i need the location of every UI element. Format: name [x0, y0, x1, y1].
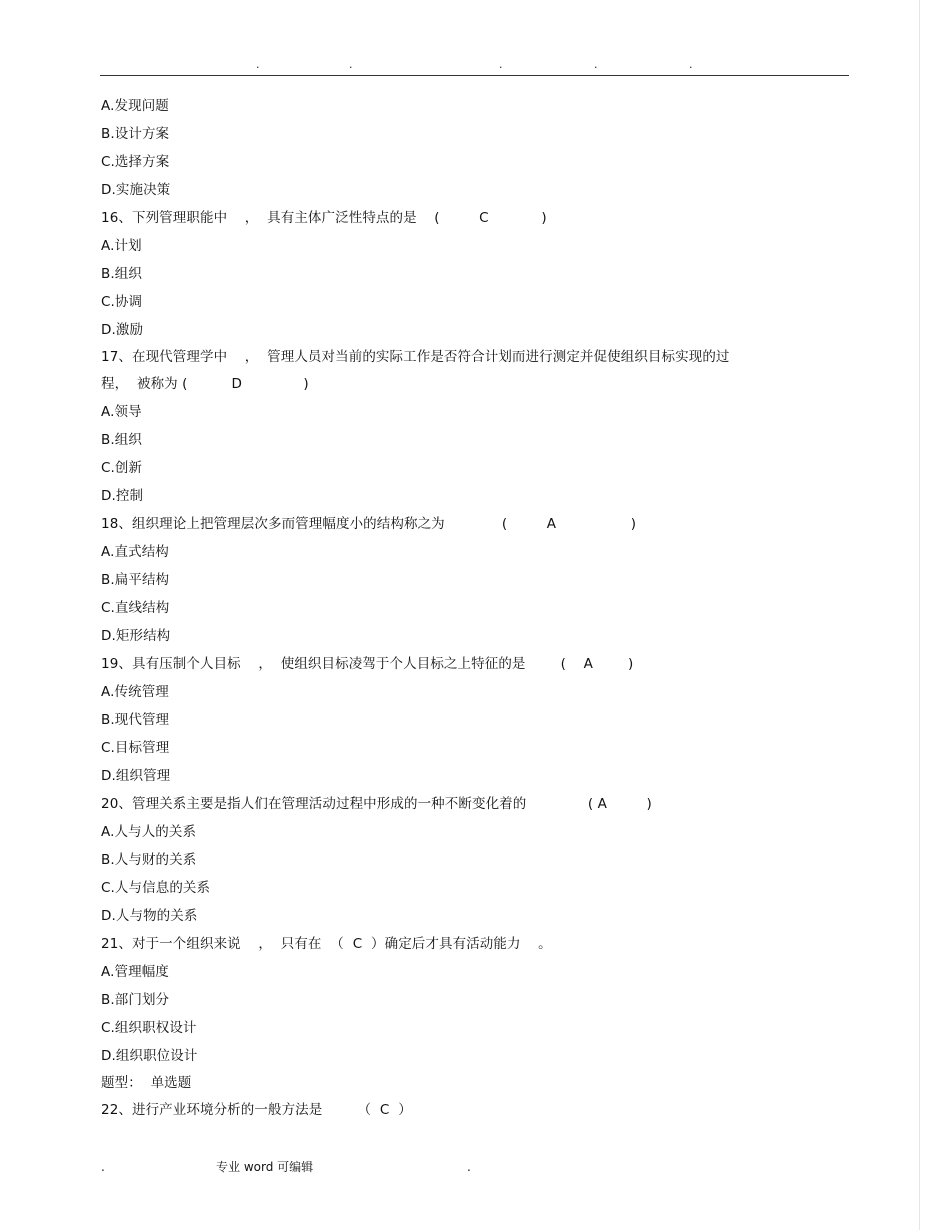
option-line: B.扁平结构 [101, 572, 170, 588]
footer-right-dot: . [467, 1160, 471, 1174]
option-line: A.计划 [101, 238, 142, 254]
option-line: D.组织管理 [101, 768, 171, 784]
option-line: C.组织职权设计 [101, 1020, 197, 1036]
header-dot: . [256, 58, 260, 71]
option-line: C.人与信息的关系 [101, 880, 211, 896]
header-dot: . [349, 58, 353, 71]
question-20: 20、管理关系主要是指人们在管理活动过程中形成的一种不断变化着的 ( A ) [101, 796, 652, 812]
question-16: 16、下列管理职能中 ， 具有主体广泛性特点的是 ( C ) [101, 210, 547, 226]
option-line: B.现代管理 [101, 712, 170, 728]
option-line: B.设计方案 [101, 126, 170, 142]
option-line: C.直线结构 [101, 600, 170, 616]
page-footer [0, 1158, 950, 1176]
option-line: A.发现问题 [101, 98, 169, 114]
document-body [101, 92, 841, 1124]
option-line: A.领导 [101, 404, 142, 420]
option-line: B.组织 [101, 432, 142, 448]
option-line: D.实施决策 [101, 182, 171, 198]
option-line: A.人与人的关系 [101, 824, 197, 840]
option-line: A.直式结构 [101, 544, 169, 560]
option-line: B.人与财的关系 [101, 852, 197, 868]
option-line: C.选择方案 [101, 154, 170, 170]
question-22: 22、进行产业环境分析的一般方法是 （ C ） [101, 1102, 412, 1118]
question-21: 21、对于一个组织来说 ， 只有在 （ C ）确定后才具有活动能力 。 [101, 936, 552, 952]
option-line: D.组织职位设计 [101, 1048, 198, 1064]
option-line: A.传统管理 [101, 684, 169, 700]
question-19: 19、具有压制个人目标 ， 使组织目标凌驾于个人目标之上特征的是 ( A ) [101, 656, 634, 672]
option-line: D.控制 [101, 488, 144, 504]
option-line: A.管理幅度 [101, 964, 169, 980]
option-line: C.协调 [101, 294, 143, 310]
header-dot: . [499, 58, 503, 71]
header-dot: . [594, 58, 598, 71]
option-line: C.目标管理 [101, 740, 170, 756]
page-header [0, 58, 950, 72]
footer-text: 专业 word 可编辑 [216, 1160, 314, 1174]
option-line: D.人与物的关系 [101, 908, 198, 924]
question-17-line-2: 程， 被称为 ( D ) [101, 376, 309, 392]
header-rule [100, 75, 849, 76]
option-line: B.组织 [101, 266, 142, 282]
header-dot: . [689, 58, 693, 71]
option-line: D.激励 [101, 322, 144, 338]
question-type-label: 题型： 单选题 [101, 1075, 192, 1091]
option-line: C.创新 [101, 460, 143, 476]
question-18: 18、组织理论上把管理层次多而管理幅度小的结构称之为 ( A ) [101, 516, 637, 532]
option-line: B.部门划分 [101, 992, 170, 1008]
option-line: D.矩形结构 [101, 628, 171, 644]
page-edge-line [919, 0, 920, 1230]
question-17-line-1: 17、在现代管理学中 ， 管理人员对当前的实际工作是否符合计划而进行测定并促使组织目标实现的过 [101, 349, 730, 365]
footer-left-dot: . [101, 1160, 105, 1174]
